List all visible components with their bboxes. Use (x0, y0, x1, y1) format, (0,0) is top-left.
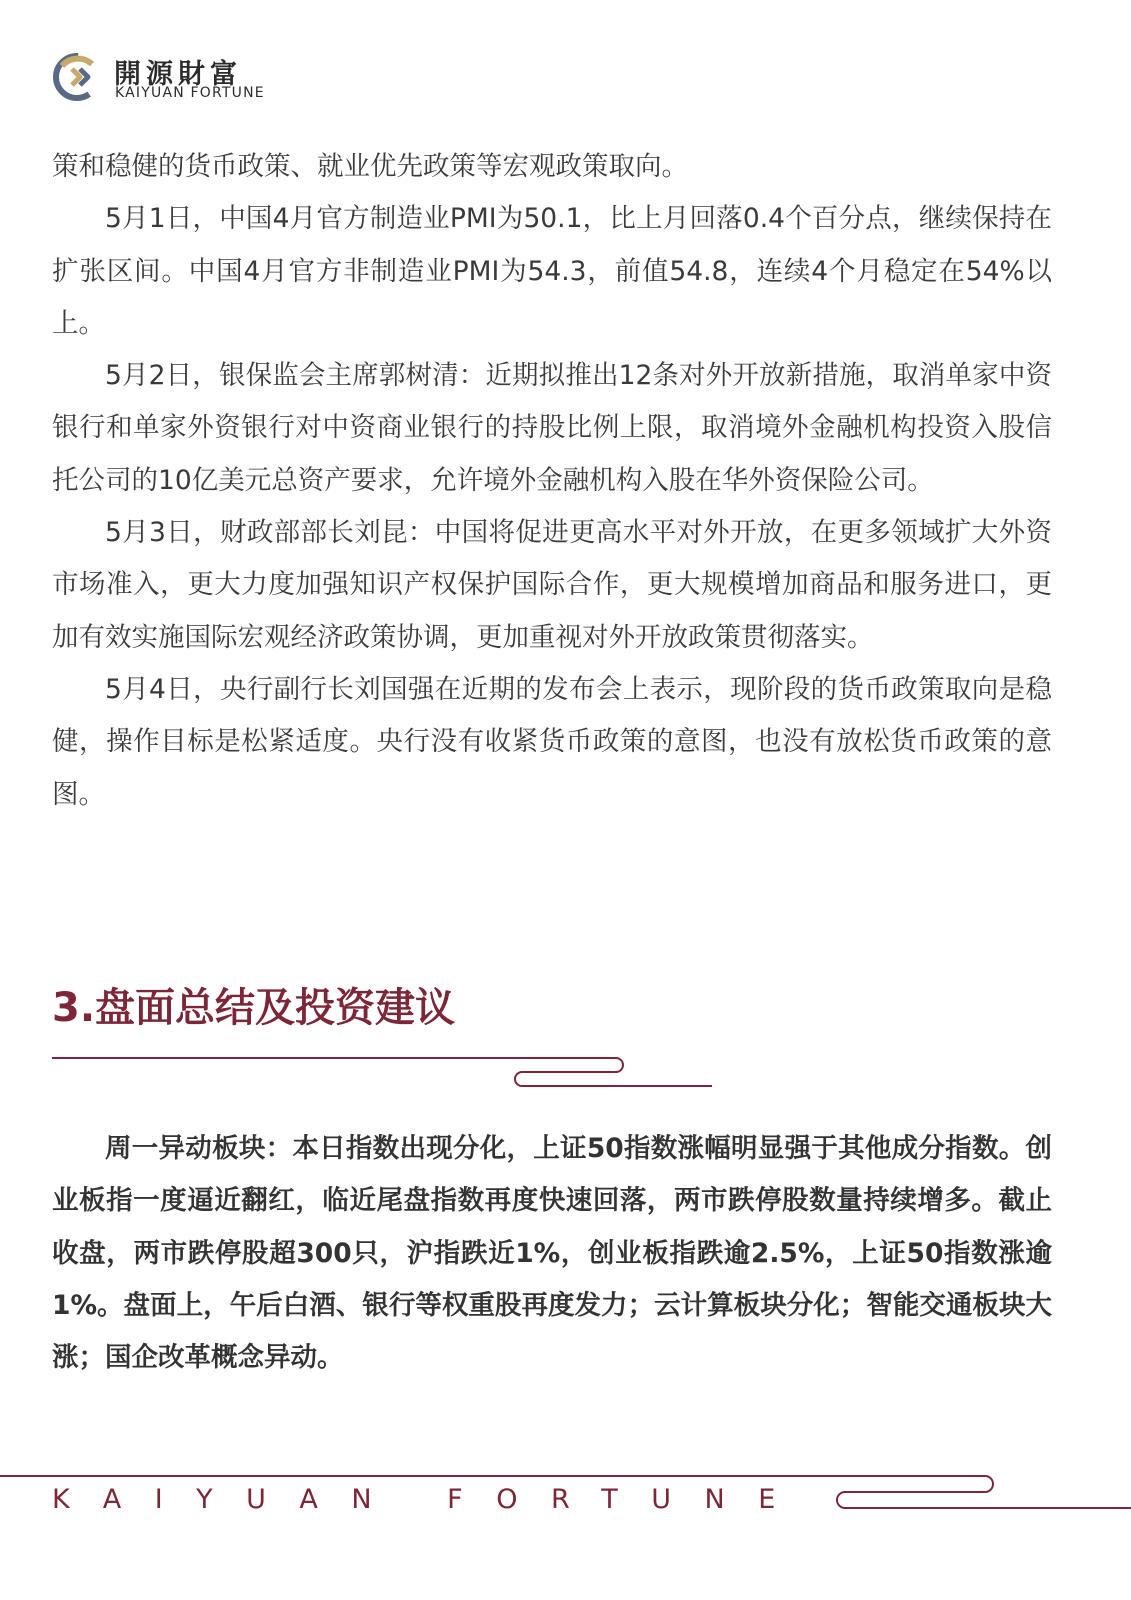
paragraph-may-1: 5月1日，中国4月官方制造业PMI为50.1，比上月回落0.4个百分点，继续保持在扩张区间。中国4月官方非制造业PMI为54.3，前值54.8，连续4个月稳定在54%以上。 (52, 203, 1052, 339)
section-divider (52, 1052, 724, 1088)
paragraph-may-2: 5月2日，银保监会主席郭树清：近期拟推出12条对外开放新措施，取消单家中资银行和单家外资银行对中资商业银行的持股比例上限，取消境外金融机构投资入股信托公司的10亿美元总资产要求，允许境外金融机构入股在华外资保险公司。 (52, 360, 1052, 496)
market-summary: 周一异动板块：本日指数出现分化，上证50指数涨幅明显强于其他成分指数。创业板指一度逼近翻红，临近尾盘指数再度快速回落，两市跌停股数量持续增多。截止收盘，两市跌停股超300只，沪指跌近1%，创业板指跌逾2.5%，上证50指数涨逾1%。盘面上，午后白酒、银行等权重股再度发力；云计算板块分化；智能交通板块大涨；国企改革概念异动。 (52, 1133, 1052, 1374)
logo-chinese-name: 開源財富 (114, 59, 242, 90)
section-title: 3.盘面总结及投资建议 (52, 985, 456, 1031)
paragraph-may-4: 5月4日，央行副行长刘国强在近期的发布会上表示，现阶段的货币政策取向是稳健，操作目标是松紧适度。央行没有收紧货币政策的意图，也没有放松货币政策的意图。 (52, 673, 1052, 810)
kaiyuan-logo-icon (52, 52, 102, 102)
footer-brand-text: KAIYUAN FORTUNE (52, 1484, 809, 1515)
paragraph-may-3: 5月3日，财政部部长刘昆：中国将促进更高水平对外开放，在更多领域扩大外资市场准入，更大力度加强知识产权保护国际合作，更大规模增加商品和服务进口，更加有效实施国际宏观经济政策协调，更加重视对外开放政策贯彻落实。 (52, 517, 1052, 653)
logo-english-name: KAIYUAN FORTUNE (115, 85, 265, 101)
paragraph-continued: 策和稳健的货币政策、就业优先政策等宏观政策取向。 (52, 151, 688, 182)
brand-logo (52, 52, 312, 108)
news-body (52, 141, 1052, 821)
